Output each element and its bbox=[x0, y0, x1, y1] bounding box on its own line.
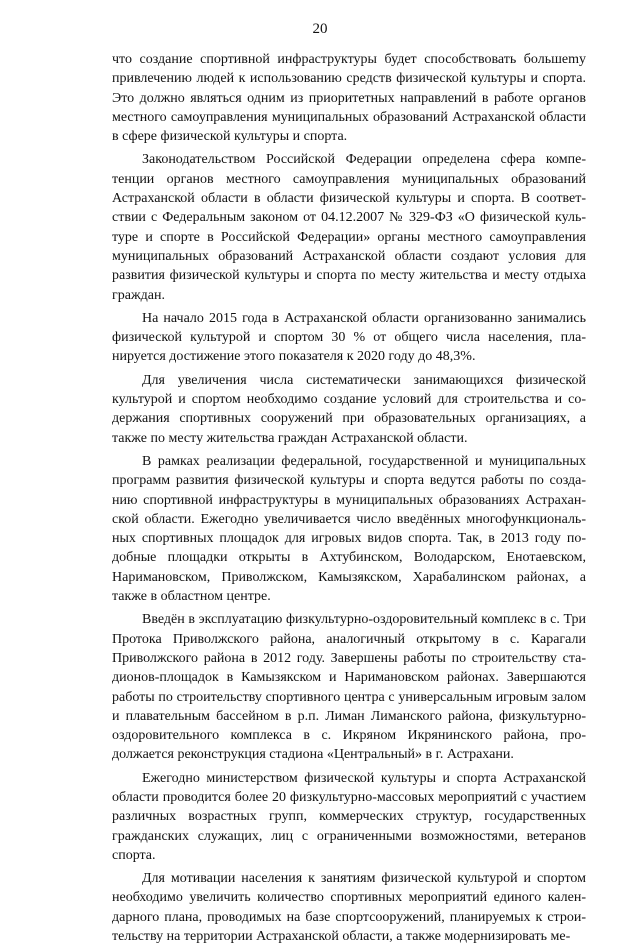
paragraph-conditions: Для увеличения числа систематически занимающихся физической культурой и спортом необходимо создание условий для строительства и содержания спортивных сооружений при образовательных организациях, а также по месту жительства граждан Астраханской области. bbox=[112, 372, 586, 446]
paragraph-motivation: Для мотивации населения к занятиям физической культурой и спортом необходимо увеличить количество спортивных мероприятий единого календарного плана, проводимых на базе спортсооружений, планируемых к строительству на территории Астраханской области, а также модернизировать ме- bbox=[112, 871, 586, 945]
page-number: 20 bbox=[312, 21, 328, 37]
paragraph-programs: В рамках реализации федеральной, государственной и муниципальных программ развития физической культуры и спорта ведутся работы по созданию спортивной инфраструктуры в муниципальных образованиях Астраханской области. Ежегодно увеличивается число введённых многофункциональных спортивных площадок для игровых видов спорта. Так, в 2013 году подобные площадки открыты в Ахтубинском, Володарском, Енотаевском, Наримановском, Приволжском, Камызякском, Харабалинском районах, а также в областном центре. bbox=[112, 453, 586, 605]
paragraph-construction: Введён в эксплуатацию физкультурно-оздоровительный комплекс в с. Три Протока Приволжского района, аналогичный открытому в с. Карагали Приволжского района в 2012 году. Завершены работы по строительству стадионов-площадок в Камызякском и Наримановском районах. Завершаются работы по строительству спортивного центра с универсальным игровым залом и плавательным бассейном в р.п. Лиман Лиманского района, физкультурно-оздоровительного комплекса в с. Икряном Икрянинского района, продолжается реконструкция стадиона «Центральный» в г. Астрахани. bbox=[112, 612, 586, 763]
paragraph-participation-2015: На начало 2015 года в Астраханской области организованно занимались физической культурой и спортом 30 % от общего числа населения, планируется достижение этого показателя к 2020 году до 48,3%. bbox=[112, 310, 586, 365]
paragraph-infrastructure-continuation: что создание спортивной инфраструктуры будет способствовать большеmу привлечению людей к использованию средств физической культуры и спорта. Это должно являться одним из приоритетных направлений в работе органов местного самоуправления муниципальных образований Астраханской области в сфере физической культуры и спорта. bbox=[112, 52, 586, 145]
paragraph-legislation: Законодательством Российской Федерации определена сфера компетенции органов местного самоуправления муниципальных образований Астраханской области в области физической культуры и спорта. В соответствии с Федеральным законом от 04.12.2007 № 329-ФЗ «О физической культуре и спорте в Российской Федерации» органы местного самоуправления муниципальных образований Астраханской области создают условия для развития физической культуры и спорта по месту жительства и месту отдыха граждан. bbox=[112, 152, 586, 303]
body-text bbox=[112, 50, 586, 950]
paragraph-events: Ежегодно министерством физической культуры и спорта Астраханской области проводится более 20 физкультурно-массовых мероприятий с участием различных возрастных групп, коммерческих структур, государственных гражданских служащих, лиц с ограниченными возможностями, ветеранов спорта. bbox=[112, 770, 586, 863]
